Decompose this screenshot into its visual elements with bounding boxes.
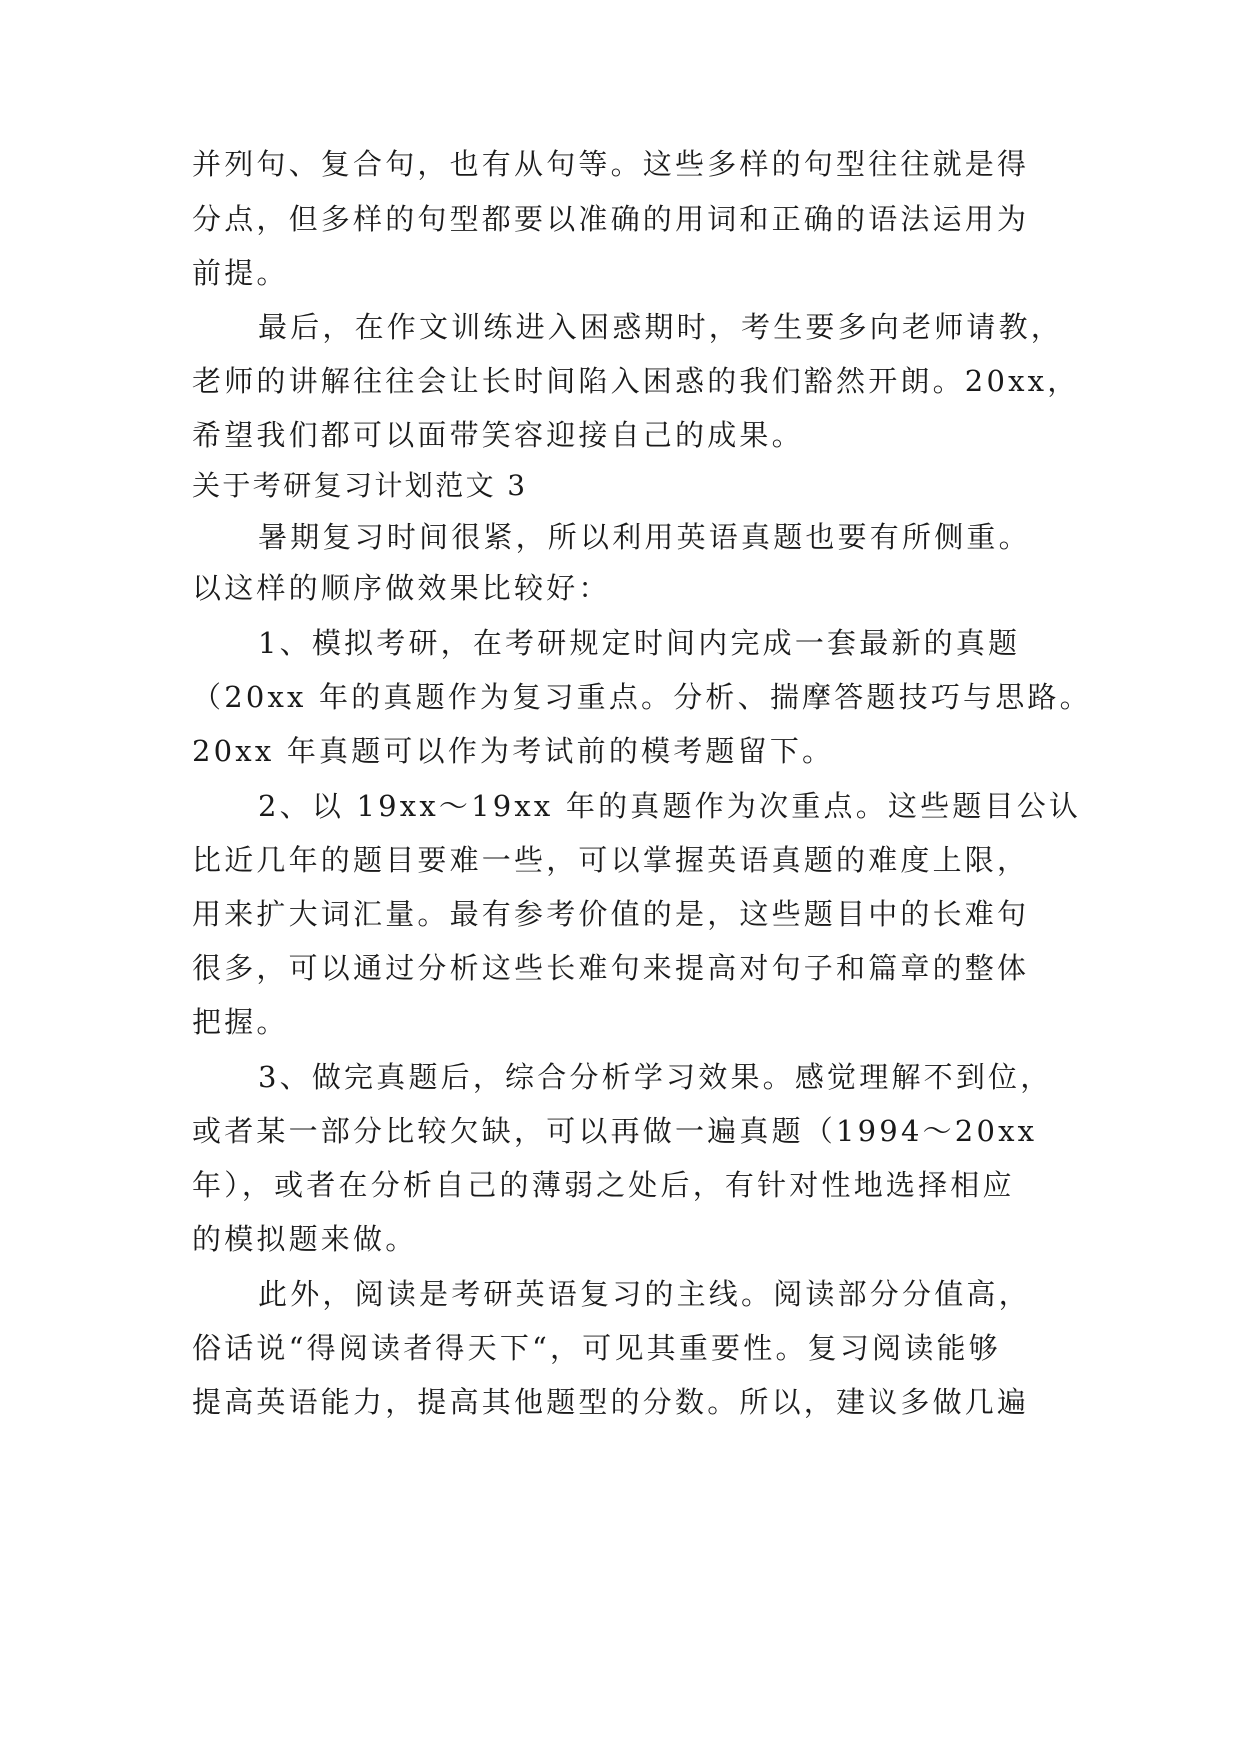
list-item-2-start: 2、以 19xx～19xx 年的真题作为次重点。这些题目公认 — [258, 789, 1082, 823]
text-line-11: （20xx 年的真题作为复习重点。分析、揣摩答题技巧与思路。 — [192, 680, 1092, 714]
section-heading: 关于考研复习计划范文 3 — [192, 469, 528, 502]
list-item-3-start: 3、做完真题后，综合分析学习效果。感觉理解不到位， — [258, 1060, 1053, 1094]
text-line-20: 年），或者在分析自己的薄弱之处后，有针对性地选择相应 — [192, 1168, 1015, 1202]
text-line-19: 或者某一部分比较欠缺，可以再做一遍真题（1994～20xx — [192, 1114, 1038, 1148]
text-line-1: 并列句、复合句，也有从句等。这些多样的句型往往就是得 — [192, 147, 1030, 181]
paragraph-start-line: 此外，阅读是考研英语复习的主线。阅读部分分值高， — [258, 1277, 1031, 1311]
text-line-6: 希望我们都可以面带笑容迎接自己的成果。 — [192, 418, 804, 452]
text-line-14: 比近几年的题目要难一些，可以掌握英语真题的难度上限， — [192, 843, 1030, 877]
paragraph-start-line: 暑期复习时间很紧，所以利用英语真题也要有所侧重。 — [258, 520, 1031, 554]
text-line-21: 的模拟题来做。 — [192, 1222, 418, 1256]
text-line-15: 用来扩大词汇量。最有参考价值的是，这些题目中的长难句 — [192, 897, 1030, 931]
text-line-23: 俗话说“得阅读者得天下“，可见其重要性。复习阅读能够 — [192, 1331, 1001, 1365]
text-line-2: 分点，但多样的句型都要以准确的用词和正确的语法运用为 — [192, 202, 1030, 236]
text-line-9: 以这样的顺序做效果比较好： — [192, 571, 611, 605]
text-line-16: 很多，可以通过分析这些长难句来提高对句子和篇章的整体 — [192, 951, 1030, 985]
paragraph-start-line: 最后，在作文训练进入困惑期时，考生要多向老师请教， — [258, 310, 1064, 344]
list-item-1-start: 1、模拟考研，在考研规定时间内完成一套最新的真题 — [258, 626, 1021, 660]
text-line-24: 提高英语能力，提高其他题型的分数。所以，建议多做几遍 — [192, 1385, 1030, 1419]
text-line-17: 把握。 — [192, 1005, 289, 1039]
text-line-3: 前提。 — [192, 256, 289, 290]
text-line-5: 老师的讲解往往会让长时间陷入困惑的我们豁然开朗。20xx， — [192, 364, 1080, 398]
text-line-12: 20xx 年真题可以作为考试前的模考题留下。 — [192, 734, 835, 768]
